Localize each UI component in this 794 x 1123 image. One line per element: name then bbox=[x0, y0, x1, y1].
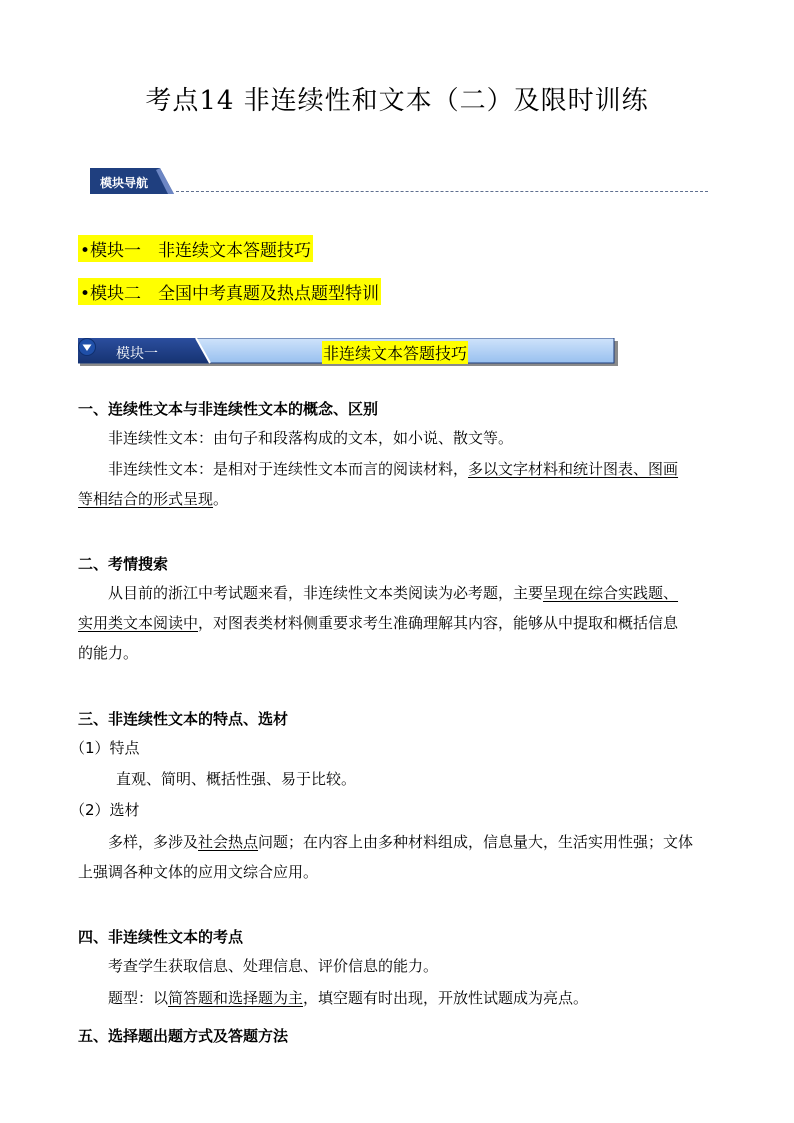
underline-text: 简答题和选择题为主 bbox=[168, 989, 304, 1007]
module-nav-tab bbox=[90, 168, 174, 194]
section-4-para-2: 题型：以简答题和选择题为主，填空题有时出现，开放性试题成为亮点。 bbox=[108, 989, 589, 1007]
section-1-para-1: 非连续性文本：由句子和段落构成的文本，如小说、散文等。 bbox=[108, 429, 514, 447]
section-3-sub2: （2）选材 bbox=[70, 801, 140, 819]
underline-text: 社会热点 bbox=[198, 833, 259, 851]
module1-banner bbox=[78, 338, 618, 366]
banner-title: 非连续文本答题技巧 bbox=[322, 341, 468, 364]
underline-text: 呈现在综合实践题、 bbox=[543, 584, 679, 602]
nav-tab-label: 模块导航 bbox=[100, 176, 149, 190]
section-1-heading: 一、连续性文本与非连续性文本的概念、区别 bbox=[78, 400, 379, 418]
underline-text: 多以文字材料和统计图表、图画 bbox=[468, 460, 679, 478]
section-1-para-2: 非连续性文本：是相对于连续性文本而言的阅读材料，多以文字材料和统计图表、图画 等相结合的形式呈现。 bbox=[78, 460, 679, 508]
underline-text: 实用类文本阅读中 bbox=[78, 614, 199, 632]
section-3-sub2-text: 多样，多涉及社会热点问题；在内容上由多种材料组成，信息量大，生活实用性强；文体 上强调各种文体的应用文综合应用。 bbox=[78, 833, 694, 881]
nav-divider bbox=[176, 191, 708, 192]
toc-item-module1[interactable]: •模块一 非连续文本答题技巧 bbox=[78, 235, 313, 262]
section-2-heading: 二、考情搜索 bbox=[78, 555, 169, 573]
section-4-para-1: 考查学生获取信息、处理信息、评价信息的能力。 bbox=[108, 957, 439, 975]
section-5-heading: 五、选择题出题方式及答题方法 bbox=[78, 1027, 289, 1045]
section-3-heading: 三、非连续性文本的特点、选材 bbox=[78, 710, 289, 728]
section-3-sub1: （1）特点 bbox=[70, 739, 140, 757]
page-title: 考点14 非连续性和文本（二）及限时训练 bbox=[145, 86, 649, 116]
section-2-para: 从目前的浙江中考试题来看，非连续性文本类阅读为必考题，主要呈现在综合实践题、 实用类文本阅读中，对图表类材料侧重要求考生准确理解其内容，能够从中提取和概括信息 的能力。 bbox=[78, 584, 679, 662]
section-4-heading: 四、非连续性文本的考点 bbox=[78, 928, 244, 946]
underline-text: 等相结合的形式呈现 bbox=[78, 490, 214, 508]
section-3-sub1-text: 直观、简明、概括性强、易于比较。 bbox=[116, 770, 357, 788]
toc-item-module2[interactable]: •模块二 全国中考真题及热点题型特训 bbox=[78, 278, 381, 305]
banner-tag: 模块一 bbox=[116, 346, 158, 362]
chevron-down-circle-icon[interactable] bbox=[78, 338, 96, 356]
